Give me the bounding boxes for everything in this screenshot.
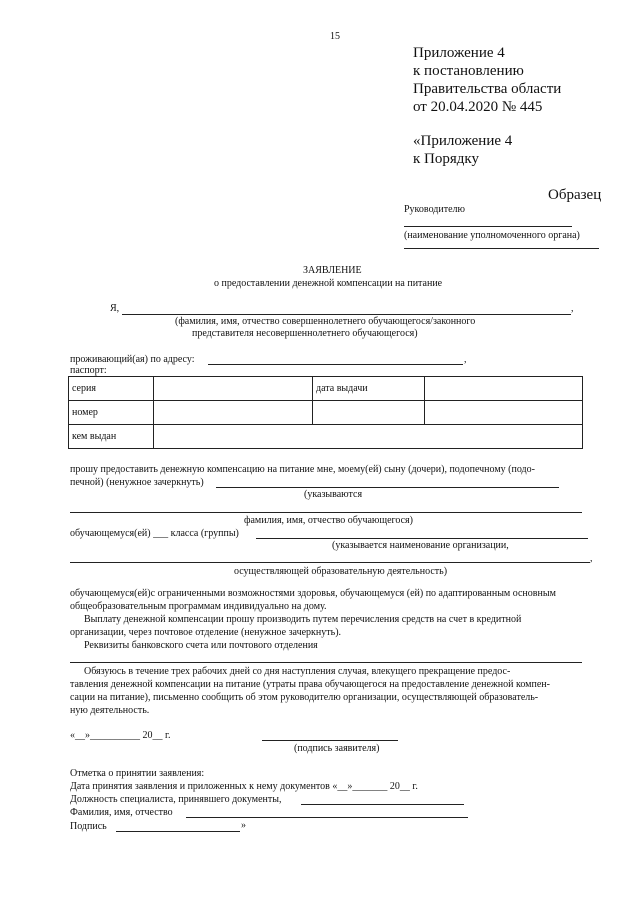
passport-row	[69, 401, 583, 425]
appendix-line-3: Правительства области	[413, 81, 562, 97]
addressee-hint: (наименование уполномоченного органа)	[404, 230, 580, 241]
address-label: проживающий(ая) по адресу:	[70, 354, 195, 365]
number-label: номер	[69, 401, 154, 425]
issued-by-label: кем выдан	[69, 425, 154, 449]
signature-hint: (подпись заявителя)	[294, 743, 380, 754]
body-paragraph-4-line-3: сации на питание), письменно сообщить об этом руководителю организации, осуществляющей образователь-	[70, 692, 539, 703]
addressee-label: Руководителю	[404, 204, 465, 215]
page-title: ЗАЯВЛЕНИЕ	[303, 265, 362, 276]
appendix-line-1: Приложение 4	[413, 45, 505, 61]
request-line-1: прошу предоставить денежную компенсацию на питание мне, моему(ей) сыну (дочери), подопечному (подо-	[70, 464, 535, 475]
request-hint-2: фамилия, имя, отчество обучающегося)	[244, 515, 413, 526]
address-comma: ,	[464, 354, 467, 365]
number-input[interactable]	[154, 401, 313, 425]
body-paragraph-4-line-1: Обязуюсь в течение трех рабочих дней со дня наступления случая, влекущего прекращение предос-	[84, 666, 511, 677]
applicant-comma: ,	[571, 303, 574, 314]
empty-cell	[313, 401, 425, 425]
passport-table	[68, 376, 583, 449]
issue-date-input[interactable]	[425, 377, 583, 401]
addressee-line[interactable]	[404, 226, 572, 227]
issued-by-input[interactable]	[154, 425, 583, 449]
specialist-name-label: Фамилия, имя, отчество	[70, 807, 173, 818]
appendix-line-4: от 20.04.2020 № 445	[413, 99, 543, 115]
student-label: обучающемуся(ей) ___ класса (группы)	[70, 528, 239, 539]
issue-date-label: дата выдачи	[313, 377, 425, 401]
request-line-2: печной) (ненужное зачеркнуть)	[70, 477, 204, 488]
body-paragraph-2-line-1: Выплату денежной компенсации прошу производить путем перечисления средств на счет в кредитной	[84, 614, 522, 625]
body-paragraph-4-line-2: тавления денежной компенсации на питание (утраты права обучающегося на предоставление денежной компен-	[70, 679, 550, 690]
passport-row	[69, 425, 583, 449]
specialist-sign-line[interactable]	[116, 831, 240, 832]
series-input[interactable]	[154, 377, 313, 401]
request-hint-4: осуществляющей образовательную деятельность)	[234, 566, 448, 577]
signature-date[interactable]: «__»__________ 20__ г.	[70, 730, 171, 741]
specialist-position-line[interactable]	[301, 804, 464, 805]
request-hint-1: (указываются	[304, 489, 363, 500]
bank-details-line[interactable]	[70, 662, 582, 663]
empty-cell	[425, 401, 583, 425]
applicant-hint-2: представителя несовершеннолетнего обучающегося)	[192, 328, 418, 339]
body-paragraph-2-line-2: организации, через почтовое отделение (ненужное зачеркнуть).	[70, 627, 342, 638]
bank-details-label: Реквизиты банковского счета или почтового отделения	[84, 640, 318, 651]
appendix-line-6: к Порядку	[413, 151, 479, 167]
specialist-position-label: Должность специалиста, принявшего документы,	[70, 794, 282, 805]
addressee-line-2[interactable]	[404, 248, 599, 249]
organization-line[interactable]	[256, 538, 588, 539]
specialist-sign-label: Подпись	[70, 821, 107, 832]
specialist-name-line[interactable]	[186, 817, 468, 818]
child-name-line[interactable]	[216, 487, 559, 488]
page-number: 15	[330, 31, 340, 42]
request-hint-3: (указывается наименование организации,	[332, 540, 509, 551]
appendix-line-5: «Приложение 4	[413, 133, 513, 149]
passport-row	[69, 377, 583, 401]
applicant-name-line[interactable]	[122, 314, 571, 315]
page-subtitle: о предоставлении денежной компенсации на питание	[214, 278, 443, 289]
body-paragraph-4-line-4: ную деятельность.	[70, 705, 150, 716]
organization-line-2[interactable]	[70, 562, 590, 563]
passport-label: паспорт:	[70, 365, 107, 376]
appendix-line-2: к постановлению	[413, 63, 524, 79]
signature-line[interactable]	[262, 740, 398, 741]
series-label: серия	[69, 377, 154, 401]
body-paragraph-1-line-2: общеобразовательным программам индивидуально на дому.	[70, 601, 327, 612]
address-line[interactable]	[208, 364, 463, 365]
acceptance-date[interactable]: Дата принятия заявления и приложенных к нему документов «__»_______ 20__ г.	[70, 781, 418, 792]
acceptance-title: Отметка о принятии заявления:	[70, 768, 205, 779]
request-comma: ,	[590, 553, 593, 564]
sample-label: Образец	[548, 187, 602, 203]
child-name-line-2[interactable]	[70, 512, 582, 513]
applicant-prefix: Я,	[110, 303, 120, 314]
closing-quote: »	[241, 820, 246, 831]
body-paragraph-1-line-1: обучающемуся(ей)с ограниченными возможностями здоровья, обучающемуся (ей) по адаптированным основным	[70, 588, 556, 599]
applicant-hint-1: (фамилия, имя, отчество совершеннолетнего обучающегося/законного	[175, 316, 476, 327]
